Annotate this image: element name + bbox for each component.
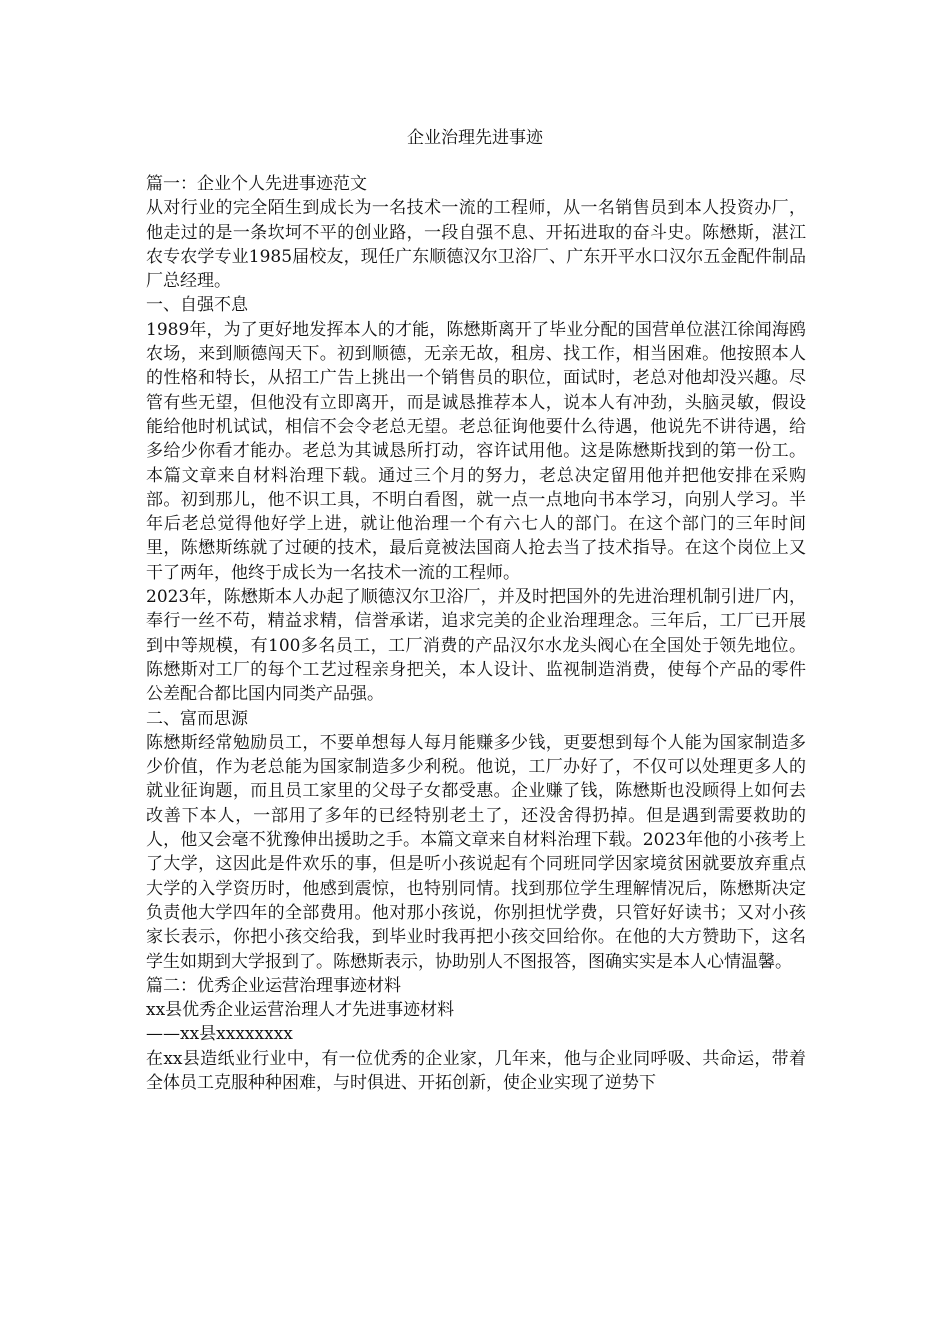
subtitle: xx县优秀企业运营治理人才先进事迹材料	[146, 1000, 455, 1021]
section-heading-part1: 篇一：企业个人先进事迹范文	[146, 174, 367, 194]
body-paragraph: 1989年，为了更好地发挥本人的才能，陈懋斯离开了毕业分配的国营单位湛江徐闻海鸥农场，来到顺德闯天下。初到顺德，无亲无故，租房、找工作，相当困难。他按照本人的性格和特长，从招工广告上挑出一个销售员的职位，面试时，老总对他却没兴趣。尽管有些无望，但他没有立即离开，而是诚恳推荐本人，说本人有冲劲，头脑灵敏，假设能给他时机试试，相信不会令老总无望。老总征询他要什么待遇，他说先不讲待遇，给多给少你看才能办。老总为其诚恳所打动，容许试用他。这是陈懋斯找到的第一份工。本篇文章来自材料治理下载。通过三个月的努力，老总决定留用他并把他安排在采购部。初到那儿，他不识工具，不明白看图，就一点一点地向书本学习，向别人学习。半年后老总觉得他好学上进，就让他治理一个有六七人的部门。在这个部门的三年时间里，陈懋斯练就了过硬的技术，最后竟被法国商人抢去当了技术指导。在这个岗位上又干了两年，他终于成长为一名技术一流的工程师。	[146, 319, 806, 583]
body-paragraph: 2023年，陈懋斯本人办起了顺德汉尔卫浴厂，并及时把国外的先进治理机制引进厂内，奉行一丝不苟，精益求精，信誉承诺，追求完美的企业治理理念。三年后，工厂已开展到中等规模，有100多名员工，工厂消费的产品汉尔水龙头阀心在全国处于领先地位。陈懋斯对工厂的每个工艺过程亲身把关，本人设计、监视制造消费，使每个产品的零件公差配合都比国内同类产品强。	[146, 587, 806, 705]
section-heading-self-improvement: 一、自强不息	[146, 295, 248, 316]
document-body	[146, 172, 806, 1095]
section-heading-giving-back: 二、富而思源	[146, 708, 248, 729]
section-heading-part2: 篇二：优秀企业运营治理事迹材料	[146, 975, 401, 996]
document-title: 企业治理先进事迹	[407, 128, 543, 148]
byline: ——xx县xxxxxxxx	[146, 1024, 293, 1045]
body-paragraph: 陈懋斯经常勉励员工，不要单想每人每月能赚多少钱，更要想到每个人能为国家制造多少价值，作为老总能为国家制造多少利税。他说，工厂办好了，不仅可以处理更多人的就业征询题，而且员工家里的父母子女都受惠。企业赚了钱，陈懋斯也没顾得上如何去改善下本人，一部用了多年的已经特别老土了，还没舍得扔掉。但是遇到需要救助的人，他又会毫不犹豫伸出援助之手。本篇文章来自材料治理下载。2023年他的小孩考上了大学，这因此是件欢乐的事，但是听小孩说起有个同班同学因家境贫困就要放弃重点大学的入学资历时，他感到震惊，也特别同情。找到那位学生理解情况后，陈懋斯决定负责他大学四年的全部费用。他对那小孩说，你别担忧学费，只管好好读书；又对小孩家长表示，你把小孩交给我，到毕业时我再把小孩交回给你。在他的大方赞助下，这名学生如期到大学报到了。陈懋斯表示，协助别人不图报答，图确实实是本人心情温馨。	[146, 732, 806, 972]
intro-paragraph: 从对行业的完全陌生到成长为一名技术一流的工程师，从一名销售员到本人投资办厂，他走过的是一条坎坷不平的创业路，一段自强不息、开拓进取的奋斗史。陈懋斯，湛江农专农学专业1985届校友，现任广东顺德汉尔卫浴厂、广东开平水口汉尔五金配件制品厂总经理。	[146, 198, 806, 292]
body-paragraph: 在xx县造纸业行业中，有一位优秀的企业家，几年来，他与企业同呼吸、共命运，带着全体员工克服种种困难，与时俱进、开拓创新，使企业实现了逆势下	[146, 1048, 806, 1093]
